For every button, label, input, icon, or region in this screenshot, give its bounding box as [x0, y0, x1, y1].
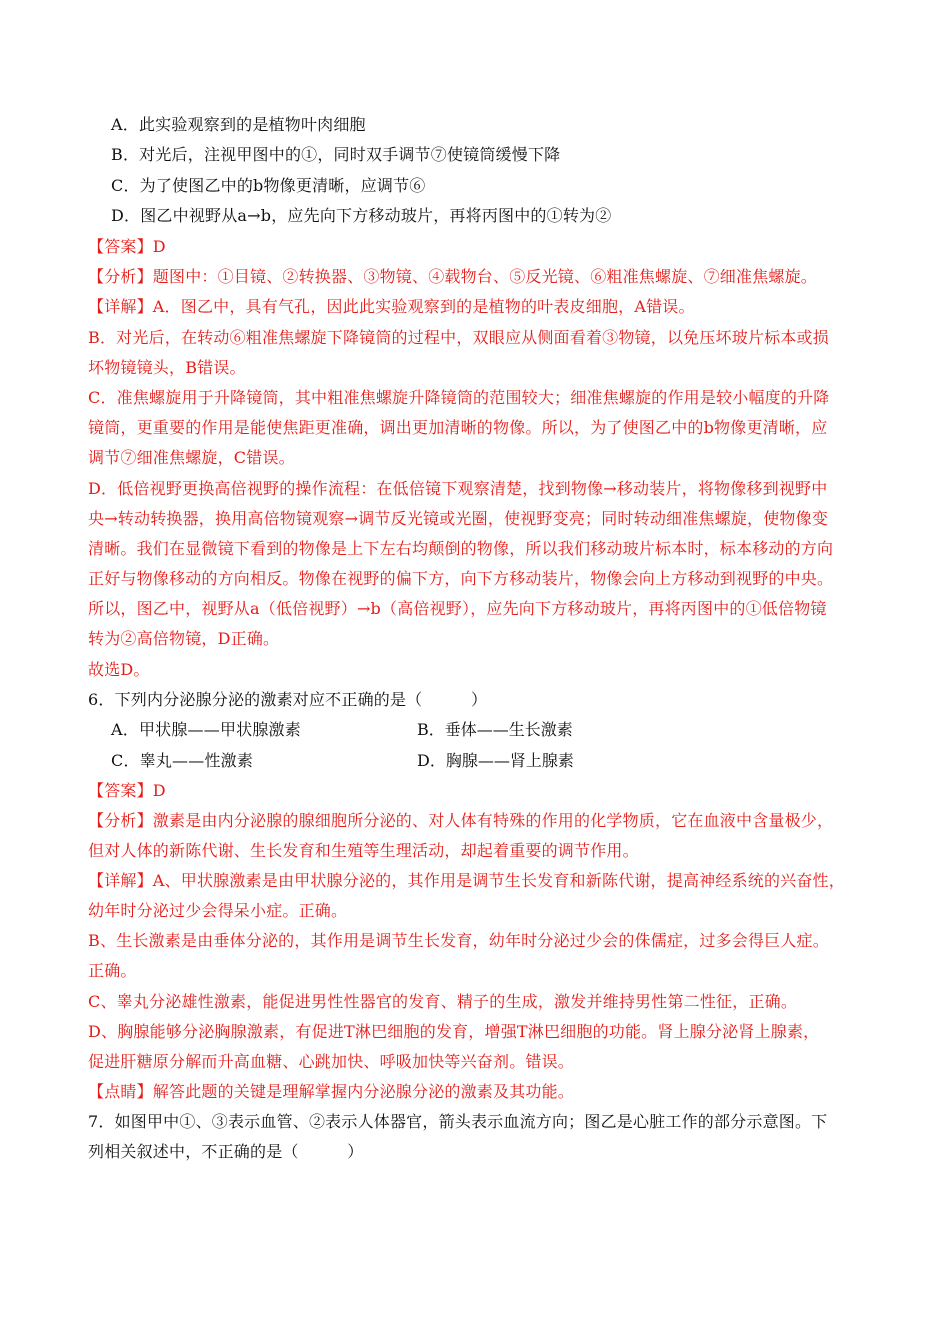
- q5-option-b: B．对光后，注视甲图中的①，同时双手调节⑦使镜筒缓慢下降: [111, 145, 561, 164]
- q5-detail-line: 转为②高倍物镜，D正确。: [88, 629, 280, 648]
- q5-detail-line: 清晰。我们在显微镜下看到的物像是上下左右均颠倒的物像，所以我们移动玻片标本时，标本移动的方向: [88, 539, 834, 558]
- q6-stem: 6．下列内分泌腺分泌的激素对应不正确的是（ ）: [88, 690, 488, 709]
- q6-detail-line: 幼年时分泌过少会得呆小症。正确。: [88, 901, 348, 920]
- q5-option-c: C．为了使图乙中的b物像更清晰，应调节⑥: [111, 176, 426, 195]
- q6-detail-line: 正确。: [88, 961, 137, 980]
- q6-analysis-line: 【分析】激素是由内分泌腺的腺细胞所分泌的、对人体有特殊的作用的化学物质，它在血液中含量极少，: [88, 811, 834, 830]
- q6-detail-line: B、生长激素是由垂体分泌的，其作用是调节生长发育，幼年时分泌过少会的侏儒症，过多会得巨人症。: [88, 931, 829, 950]
- q5-option-d: D．图乙中视野从a→b，应先向下方移动玻片，再将丙图中的①转为②: [111, 206, 612, 225]
- q5-detail-line: 调节⑦细准焦螺旋，C错误。: [88, 448, 295, 467]
- q6-option-d: D．胸腺——肾上腺素: [417, 751, 574, 770]
- q7-stem-line: 列相关叙述中，不正确的是（ ）: [88, 1142, 364, 1161]
- q5-detail-line: 坏物镜镜头，B错误。: [88, 358, 246, 377]
- q7-stem-line: 7．如图甲中①、③表示血管、②表示人体器官，箭头表示血流方向；图乙是心脏工作的部分示意图。下: [88, 1112, 828, 1131]
- q5-analysis: 【分析】题图中：①目镜、②转换器、③物镜、④载物台、⑤反光镜、⑥粗准焦螺旋、⑦细准焦螺旋。: [88, 267, 818, 286]
- q5-detail-line: C．准焦螺旋用于升降镜筒，其中粗准焦螺旋升降镜筒的范围较大；细准焦螺旋的作用是较小幅度的升降: [88, 388, 830, 407]
- q5-detail-line: D．低倍视野更换高倍视野的操作流程：在低倍镜下观察清楚，找到物像→移动装片，将物像移到视野中: [88, 479, 828, 498]
- q6-detail-line: 【详解】A、甲状腺激素是由甲状腺分泌的，其作用是调节生长发育和新陈代谢，提高神经系统的兴奋性，: [88, 871, 845, 890]
- q6-option-b: B．垂体——生长激素: [417, 720, 573, 739]
- q5-detail-line: 【详解】A．图乙中，具有气孔，因此此实验观察到的是植物的叶表皮细胞，A错误。: [88, 297, 695, 316]
- q5-conclusion: 故选D。: [88, 660, 150, 679]
- q6-detail-line: C、睾丸分泌雄性激素，能促进男性性器官的发育、精子的生成，激发并维持男性第二性征，正确。: [88, 992, 798, 1011]
- q5-detail-line: 央→转动转换器，换用高倍物镜观察→调节反光镜或光圈，使视野变亮；同时转动细准焦螺旋，使物像变: [88, 509, 829, 528]
- q5-answer: 【答案】D: [88, 237, 166, 256]
- q6-option-c: C．睾丸——性激素: [111, 751, 254, 770]
- q6-option-a: A．甲状腺——甲状腺激素: [111, 720, 301, 739]
- q5-detail-line: B．对光后，在转动⑥粗准焦螺旋下降镜筒的过程中，双眼应从侧面看着③物镜，以免压坏玻片标本或损: [88, 328, 829, 347]
- q6-answer: 【答案】D: [88, 781, 166, 800]
- q5-detail-line: 所以，图乙中，视野从a（低倍视野）→b（高倍视野），应先向下方移动玻片，再将丙图中的①低倍物镜: [88, 599, 827, 618]
- q5-option-a: A．此实验观察到的是植物叶肉细胞: [111, 115, 366, 134]
- q6-analysis-line: 但对人体的新陈代谢、生长发育和生殖等生理活动，却起着重要的调节作用。: [88, 841, 639, 860]
- q5-detail-line: 正好与物像移动的方向相反。物像在视野的偏下方，向下方移动装片，物像会向上方移动到视野的中央。: [88, 569, 834, 588]
- q6-detail-line: 促进肝糖原分解而升高血糖、心跳加快、呼吸加快等兴奋剂。错误。: [88, 1052, 575, 1071]
- q6-comment: 【点睛】解答此题的关键是理解掌握内分泌腺分泌的激素及其功能。: [88, 1082, 575, 1101]
- q6-detail-line: D、胸腺能够分泌胸腺激素，有促进T淋巴细胞的发育，增强T淋巴细胞的功能。肾上腺分泌肾上腺素，: [88, 1022, 820, 1041]
- q5-detail-line: 镜筒，更重要的作用是能使焦距更准确，调出更加清晰的物像。所以，为了使图乙中的b物像更清晰，应: [88, 418, 828, 437]
